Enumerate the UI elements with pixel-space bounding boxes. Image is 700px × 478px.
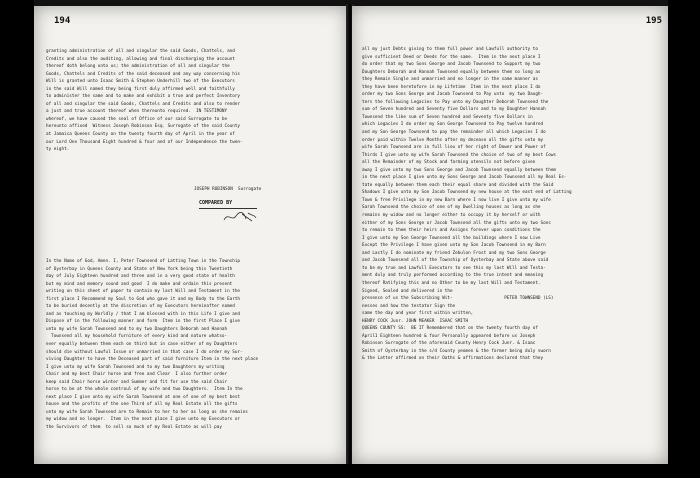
left-text-block-will: In the Name of God, Amen. I, Peter Townsend of Latting Town in the Township of Oysterbay in Queens County and State of New York being this Twentieth day of July Eighteen hundred and three and in a very good state of health but my mind and memory sound and good I do make and ordain this present writing on this sheet of paper to contain my last Will and Testament in the first place I Recommend my Soul to God who gave it and my Body to the Earth to be buried decently at the discretion of my Executors hereinafter named and as touching my Worldly / that I am blessed with in this Life I give and Dispose of in the following manner and form Item in the first Place I give unto my wife Sarah Townsend and to my two Daughters Deborah and Hannah Townsend all my household furniture of every kind and nature whatso- ever equally between them each on third but in case either of my Daughters should die without Lawful Issue or unmarried in that case I do order my Sur- viving Daughter to have the Deceased part of said furniture Item in the next place I give unto my wife Sarah Townsend and to my two Daughters my writing Chair and my best Chair horse and free and Clear I also further order keep said Chair horse winter and Summer and fit for use the said Chair horse to be at the whole controul of my wife and two Daughters. Item In the next place I give unto my wife Sarah Townsend at one of one of my best best house and the profits of the one Third of all my Real Estate all the gifts unto my wife Sarah Townsend are to Remain to her to her as long as she remains my widow and no longer. Item in the next place I give unto my Executors or the Survivors of them to sell so much of my Real Estate as will pay [46,259,259,431]
right-scan-edge [668,0,700,478]
handwritten-initials [222,210,258,224]
bottom-scan-edge [0,464,700,478]
right-page [352,6,668,464]
left-page [34,6,348,464]
compared-by-stamp: COMPARED BY [199,200,233,206]
left-text-block-top: granting administration of all and singular the said Goods, Chattels, and Credits and also the auditing, allowing and final discharging the account thereof doth belong unto us; the administration of all and singular the Goods, Chattels and Credits of the said deceased and any way concerning his Will is granted unto Isaac Smith & Stephen Underhill two of the Executors in the said Will named they being first duly affirmed well and faithfully to administer the same and to make and exhibit a true and perfect Inventory of all and singular the said Goods, Chattels and Credits and also to render a just and true account thereof when thereunto required. IN TESTIMONY whereof, we have caused the seal of Office of our said Surrogate to be hereunto affixed Witness Joseph Robinson Esq. Surrogate of the said County at Jamaica Queens County on the twenty fourth day of April in the year of our Lord One Thousand Eight hundred & four and of our Independence the twen- ty eight. [46,49,243,153]
surrogate-signature: JOSEPH ROBINSON Surrogate [194,187,262,192]
compared-by-line [199,208,257,209]
left-scan-edge [0,0,34,478]
page-number-right: 195 [645,16,662,26]
page-number-left: 194 [54,16,71,26]
right-text-block: all my just Debts giving to them full power and Lawfull authority to give sufficient Deed or Deeds for the same. Item in the next place I do order that my two Sons George and Jacob Townsend to Support my two Daughters Deborah and Hannah Townsend equally between them so long as they Remain Single and unmarried and no longer in the same manner as they have been heretofore in my Lifetime Item in the next place I do order my two Sons George and Jacob Townsend to Pay unto my two Daugh- ters the following Legacies to Pay unto my Daughter Deborah Townsend the sum of Seven hundred and Seventy five Dollars and to my Daughter Hannah Townsend the like sum of Seven hundred and Seventy five Dollars in which Legacies I do order my Son George Townsend to Pay twelve hundred and my Son George Townsend to pay the remainder all which Legacies I do order paid within Twelve Months after my decease all the gifts unto my wife Sarah Townsend are in full lieu of her right of Dower and Power of Thirds I give unto my wife Sarah Townsend the choice of two of my best Cows all the Remainder of my Stock and farming utensils not before given away I give unto my two Sons George and Jacob Townsend equally between them in the next place I give unto my Sons George and Jacob Townsend all my Real Es- tate equally between them each their equal share and divided with the Said Shadows I give unto my Son Jacob Townsend my new house at the east end of Latting Town & free Privilege in my new Barn where I now live I give unto my wife Sarah Townsend the choice of one of my Dwelling houses as long as she remains my widow and no longer either to occupy it by herself or with either of my Sons George or Jacob Townsend all the gifts unto my two Sons to remain to them their heirs and Assigns forever upon conditions the I give unto my Son George Townsend all the buildings where I now Live Except the Privilege I have given unto my Son Jacob Townsend in my Barn and Lastly I do nominate my friend Zebulon Frost and my two Sons George and Jacob Townsend all of the Township of Oysterbay and State above said to be my true and Lawfull Executors to see this my last Will and Testa- ment duly and truly performed according to the true intent and meaning thereof Ratifying this and no Other to be my last Will and Testament. Signed, Sealed and delivered in the presence of us the Subscribing Wit- PETER TOWNSEND (LS) nesses and how the testator Sign the same the day and year first within written, HENRY COCK Junr. JOHN MEAKER ISAAC SMITH QUEENS COUNTY SS: BE IT Remembered that on the twenty fourth day of April1 Eighteen hundred & four Personally appeared before us Joseph Robinson Surrogate of the aforesaid County Henry Cock Junr. & Isaac Smith of Oysterbay in the s/d County yeomen & the former being duly sworn & the Latter affirmed on their Oaths & affirmations declared that they [362,47,572,362]
